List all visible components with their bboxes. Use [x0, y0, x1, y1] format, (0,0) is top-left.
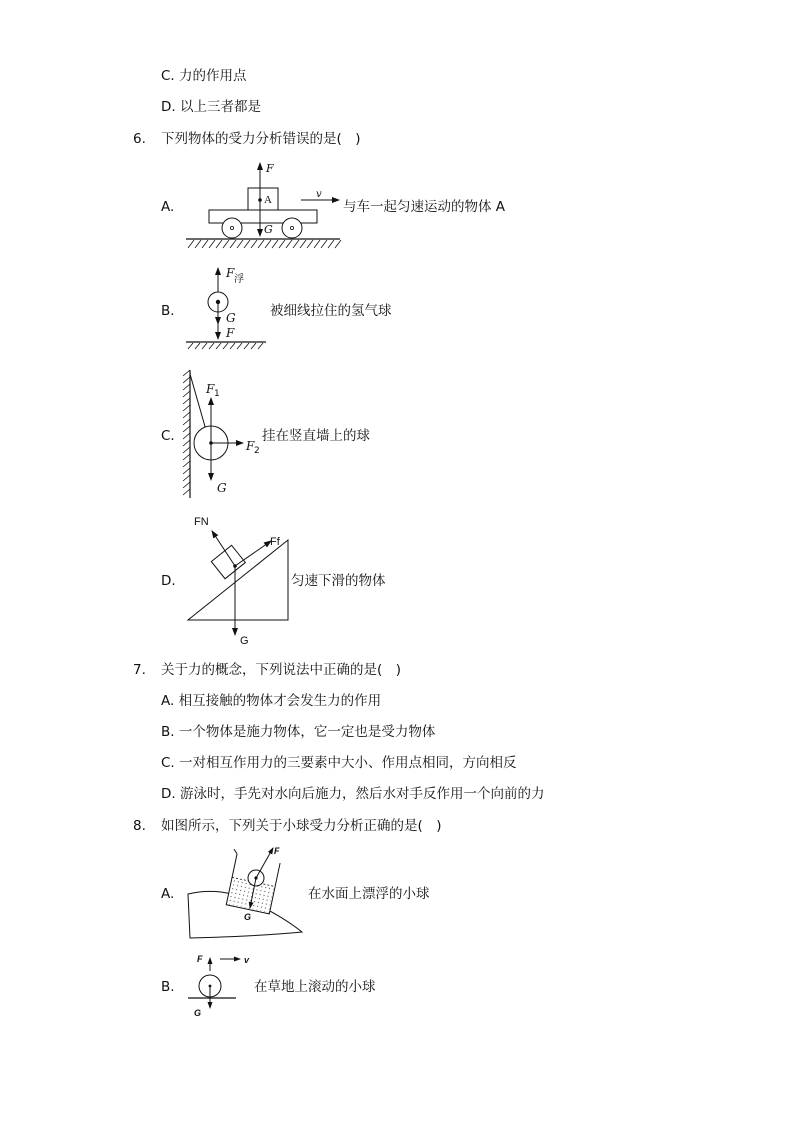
q6-figure-c: [180, 368, 270, 502]
q8-option-b-label: B.: [161, 979, 175, 995]
force-ffu-sub: 浮: [234, 274, 244, 285]
q7-option-a: A. 相互接触的物体才会发生力的作用: [161, 693, 382, 709]
force-f1-sub: 1: [214, 389, 220, 399]
force-f1-label: F: [206, 382, 215, 396]
q7-number: 7.: [133, 662, 146, 678]
q6-figure-a: [180, 158, 350, 250]
force-ffu-label: F: [226, 266, 235, 280]
incline: [188, 540, 288, 620]
force-f-label: F: [226, 326, 235, 340]
velocity-label: v: [244, 955, 250, 965]
q6-option-d-label: D.: [161, 573, 176, 589]
string: [190, 374, 206, 430]
q6-option-a-label: A.: [161, 199, 175, 215]
q6-option-c-label: C.: [161, 428, 175, 444]
block-a-label: A: [264, 194, 272, 206]
force-g-label: G: [264, 223, 273, 236]
q7-option-b: B. 一个物体是施力物体，它一定也是受力物体: [161, 724, 436, 740]
force-ff-label: Ff: [270, 536, 280, 548]
force-g-label: G: [217, 481, 227, 495]
cart-wheel-left: [222, 218, 242, 238]
q6-c-caption: 挂在竖直墙上的球: [262, 428, 370, 444]
q8-a-caption: 在水面上漂浮的小球: [308, 886, 430, 902]
force-fn-label: FN: [194, 516, 209, 528]
q8-option-a-label: A.: [161, 886, 175, 902]
q6-figure-d: [180, 510, 300, 648]
q6-d-caption: 匀速下滑的物体: [291, 573, 386, 589]
q8-b-caption: 在草地上滚动的小球: [254, 979, 376, 995]
q6-option-b-label: B.: [161, 303, 175, 319]
q5-option-c: C. 力的作用点: [161, 68, 247, 84]
cart-wheel-right: [282, 218, 302, 238]
q7-option-d: D. 游泳时，手先对水向后施力，然后水对手反作用一个向前的力: [161, 786, 545, 802]
q6-figure-b: [180, 262, 280, 352]
force-f-label: F: [197, 954, 203, 964]
q8-figure-a: [182, 838, 312, 942]
force-f-label: F: [266, 162, 274, 175]
q7-option-c: C. 一对相互作用力的三要素中大小、作用点相同，方向相反: [161, 755, 517, 771]
q6-stem: 下列物体的受力分析错误的是( ): [161, 131, 361, 147]
force-g-label: G: [194, 1008, 202, 1018]
ground-hatch: [188, 240, 341, 248]
q6-a-caption: 与车一起匀速运动的物体 A: [343, 199, 506, 215]
q6-b-caption: 被细线拉住的氢气球: [270, 303, 392, 319]
block-a: [248, 188, 278, 210]
force-g-label: G: [244, 912, 252, 922]
force-f2-sub: 2: [254, 446, 260, 456]
q5-option-d: D. 以上三者都是: [161, 99, 261, 115]
q6-number: 6.: [133, 131, 146, 147]
q8-stem: 如图所示，下列关于小球受力分析正确的是( ): [161, 818, 442, 834]
force-g-label: G: [240, 635, 249, 647]
force-f-label: F: [274, 846, 280, 856]
velocity-label: v: [316, 189, 322, 200]
q8-number: 8.: [133, 818, 146, 834]
q7-stem: 关于力的概念，下列说法中正确的是( ): [161, 662, 402, 678]
force-f2-label: F: [246, 439, 255, 453]
force-g-label: G: [226, 311, 236, 325]
